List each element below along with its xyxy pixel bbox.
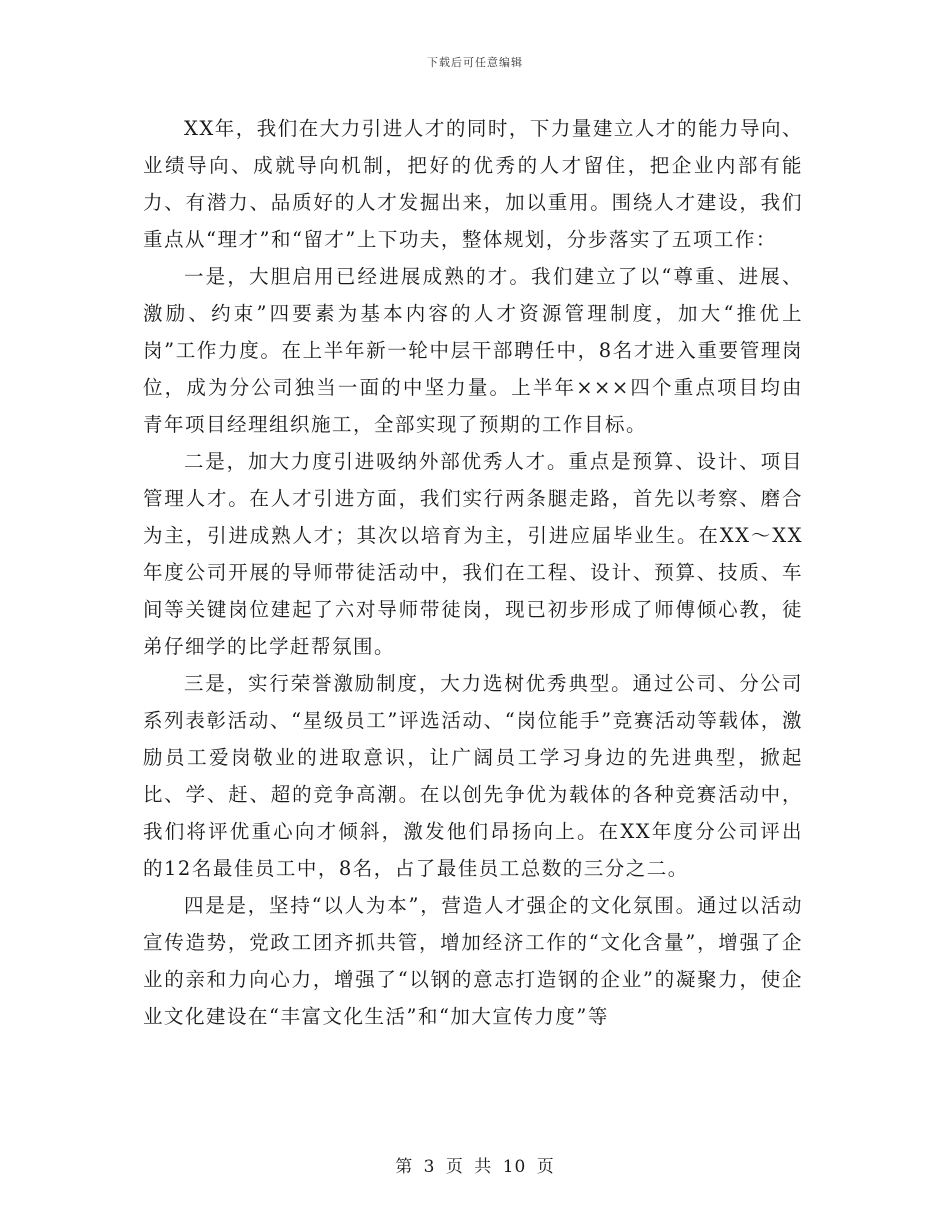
paragraph-item-4: 四是是，坚持“以人为本”，营造人才强企的文化氛围。通过以活动宣传造势，党政工团齐抓共管，增加经济工作的“文化含量”，增强了企业的亲和力向心力，增强了“以钢的意志打造钢的企业”的凝聚力，使企业文化建设在“丰富文化生活”和“加大宣传力度”等: [143, 894, 803, 1028]
paragraph-item-2: 二是，加大力度引进吸纳外部优秀人才。重点是预算、设计、项目管理人才。在人才引进方面，我们实行两条腿走路，首先以考察、磨合为主，引进成熟人才；其次以培育为主，引进应届毕业生。在XX～XX年度公司开展的导师带徒活动中，我们在工程、设计、预算、技质、车间等关键岗位建起了六对导师带徒岗，现已初步形成了师傅倾心教，徒弟仔细学的比学赶帮氛围。: [143, 450, 803, 658]
page-header-note: 下载后可任意编辑: [427, 56, 523, 69]
paragraph-item-3: 三是，实行荣誉激励制度，大力选树优秀典型。通过公司、分公司系列表彰活动、“星级员工”评选活动、“岗位能手”竞赛活动等载体，激励员工爱岗敬业的进取意识，让广阔员工学习身边的先进典型，掀起比、学、赶、超的竞争高潮。在以创先争优为载体的各种竞赛活动中，我们将评优重心向才倾斜，激发他们昂扬向上。在XX年度分公司评出的12名最佳员工中，8名，占了最佳员工总数的三分之二。: [143, 672, 803, 880]
paragraph-item-1: 一是，大胆启用已经进展成熟的才。我们建立了以“尊重、进展、激励、约束”四要素为基本内容的人才资源管理制度，加大“推优上岗”工作力度。在上半年新一轮中层干部聘任中，8名才进入重要管理岗位，成为分公司独当一面的中坚力量。上半年×××四个重点项目均由青年项目经理组织施工，全部实现了预期的工作目标。: [143, 265, 803, 436]
paragraph-intro: XX年，我们在大力引进人才的同时，下力量建立人才的能力导向、业绩导向、成就导向机制，把好的优秀的人才留住，把企业内部有能力、有潜力、品质好的人才发掘出来，加以重用。围绕人才建设，我们重点从“理才”和“留才”上下功夫，整体规划，分步落实了五项工作：: [143, 117, 803, 251]
page-number-footer: 第 3 页 共 10 页: [395, 1157, 555, 1177]
document-body: [143, 110, 803, 1035]
